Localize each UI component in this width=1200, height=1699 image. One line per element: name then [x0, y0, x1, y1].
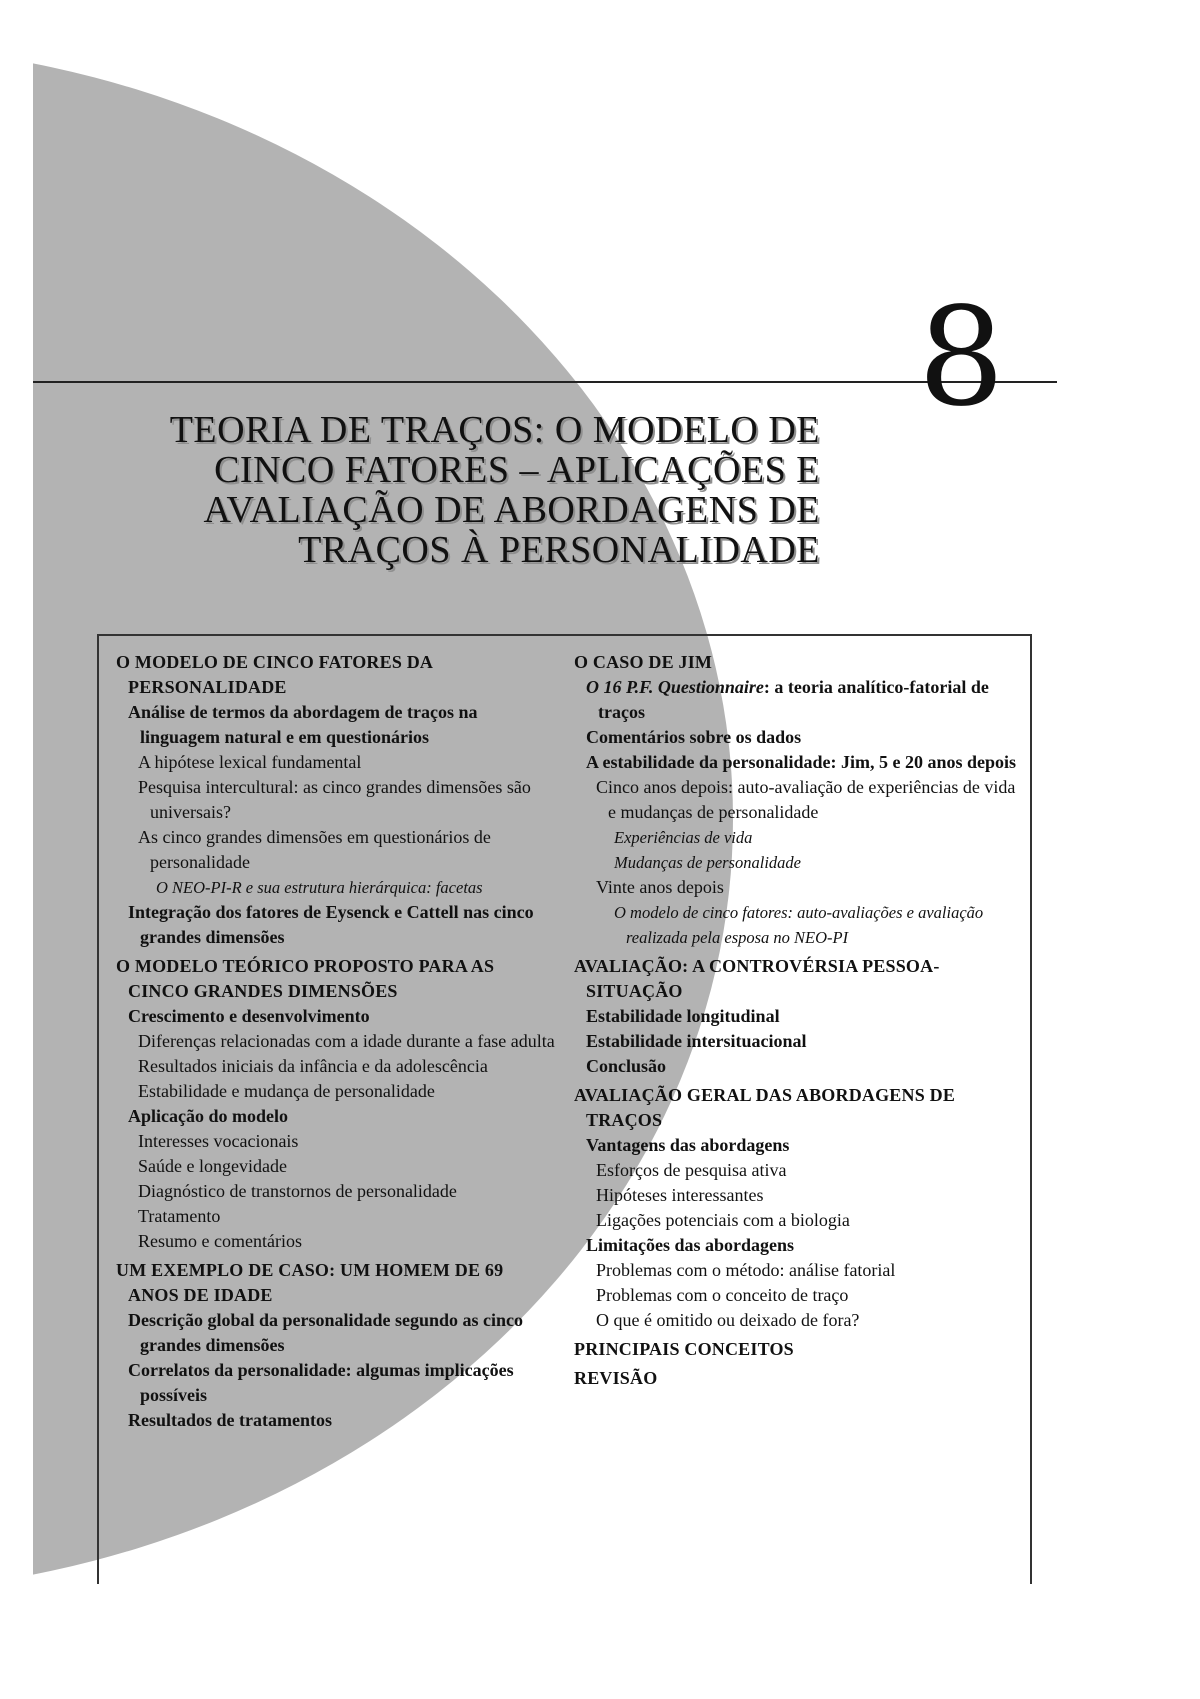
- toc-entry-text: O MODELO TEÓRICO PROPOSTO PARA AS CINCO GRANDES DIMENSÕES: [116, 956, 495, 1001]
- toc-entry-text: Pesquisa intercultural: as cinco grandes dimensões são universais?: [138, 777, 531, 822]
- toc-topic: [116, 1129, 556, 1154]
- toc-entry-text: O NEO-PI-R e sua estrutura hierárquica: facetas: [156, 878, 483, 897]
- toc-subsection: [574, 675, 1024, 725]
- toc-entry-text: Cinco anos depois: auto-avaliação de experiências de vida e mudanças de personalidade: [596, 777, 1016, 822]
- toc-entry-text: Análise de termos da abordagem de traços na linguagem natural e em questionários: [128, 702, 478, 747]
- contents-box: [97, 634, 1032, 1584]
- toc-entry-text: UM EXEMPLO DE CASO: UM HOMEM DE 69 ANOS DE IDADE: [116, 1260, 504, 1305]
- chapter-number: 8: [918, 279, 1005, 437]
- toc-subsection: [116, 700, 556, 750]
- chapter-title: [150, 410, 820, 570]
- toc-subsection: [116, 1104, 556, 1129]
- toc-entry-text: Saúde e longevidade: [138, 1156, 287, 1176]
- toc-topic: [574, 1258, 1024, 1283]
- toc-topic: [116, 1054, 556, 1079]
- toc-entry-text: Problemas com o método: análise fatorial: [596, 1260, 896, 1280]
- toc-subsection: [116, 1004, 556, 1029]
- toc-subsection: [574, 1004, 1024, 1029]
- toc-section-heading: [574, 1366, 1024, 1391]
- toc-entry-text: Resultados iniciais da infância e da adolescência: [138, 1056, 488, 1076]
- toc-entry-text: A hipótese lexical fundamental: [138, 752, 362, 772]
- toc-entry-text: Limitações das abordagens: [586, 1235, 795, 1255]
- toc-subtopic: [574, 850, 1024, 875]
- toc-entry-text: Estabilidade intersituacional: [586, 1031, 807, 1051]
- toc-entry-text: Integração dos fatores de Eysenck e Cattell nas cinco grandes dimensões: [128, 902, 534, 947]
- toc-entry-text: Aplicação do modelo: [128, 1106, 288, 1126]
- toc-entry-text: Problemas com o conceito de traço: [596, 1285, 849, 1305]
- contents-column-left: [116, 650, 556, 1433]
- chapter-title-line: TRAÇOS À PERSONALIDADE: [298, 529, 820, 571]
- toc-entry-text: Hipóteses interessantes: [596, 1185, 764, 1205]
- toc-section-heading: [116, 954, 556, 1004]
- toc-entry-text: Mudanças de personalidade: [614, 853, 801, 872]
- toc-entry-text: O MODELO DE CINCO FATORES DA PERSONALIDADE: [116, 652, 433, 697]
- toc-topic: [116, 1079, 556, 1104]
- toc-entry-text: O que é omitido ou deixado de fora?: [596, 1310, 860, 1330]
- toc-entry-text: Comentários sobre os dados: [586, 727, 802, 747]
- toc-section-heading: [116, 650, 556, 700]
- toc-entry-text: Vantagens das abordagens: [586, 1135, 790, 1155]
- toc-section-heading: [574, 1337, 1024, 1362]
- toc-topic: [116, 1029, 556, 1054]
- toc-subsection: [574, 725, 1024, 750]
- toc-entry-text: Tratamento: [138, 1206, 221, 1226]
- toc-italic-title: O 16 P.F. Questionnaire: [586, 677, 764, 697]
- toc-topic: [574, 1208, 1024, 1233]
- toc-entry-text: AVALIAÇÃO GERAL DAS ABORDAGENS DE TRAÇOS: [574, 1085, 956, 1130]
- chapter-title-line: CINCO FATORES – APLICAÇÕES E: [214, 449, 820, 491]
- toc-topic: [574, 1183, 1024, 1208]
- toc-subsection: [116, 1408, 556, 1433]
- toc-subsection: [574, 750, 1024, 775]
- header-rule: [33, 381, 1057, 383]
- contents-column-right: [574, 650, 1024, 1391]
- toc-entry-text: Vinte anos depois: [596, 877, 724, 897]
- toc-topic: [574, 1283, 1024, 1308]
- toc-topic: [116, 775, 556, 825]
- toc-topic: [574, 775, 1024, 825]
- toc-entry-text: : a teoria analítico-fatorial de traços: [598, 677, 989, 722]
- toc-topic: [574, 1158, 1024, 1183]
- toc-entry-text: Ligações potenciais com a biologia: [596, 1210, 850, 1230]
- toc-topic: [116, 1154, 556, 1179]
- toc-subsection: [116, 1358, 556, 1408]
- chapter-title-line: TEORIA DE TRAÇOS: O MODELO DE: [169, 409, 820, 451]
- toc-section-heading: [116, 1258, 556, 1308]
- toc-entry-text: Correlatos da personalidade: algumas implicações possíveis: [128, 1360, 514, 1405]
- toc-entry-text: Conclusão: [586, 1056, 667, 1076]
- toc-subtopic: [574, 825, 1024, 850]
- toc-entry-text: A estabilidade da personalidade: Jim, 5 e 20 anos depois: [586, 752, 1017, 772]
- toc-topic: [116, 825, 556, 875]
- toc-section-heading: [574, 650, 1024, 675]
- toc-subtopic: [116, 875, 556, 900]
- toc-entry-text: PRINCIPAIS CONCEITOS: [574, 1339, 794, 1359]
- toc-subsection: [116, 1308, 556, 1358]
- toc-section-heading: [574, 1083, 1024, 1133]
- toc-topic: [574, 875, 1024, 900]
- toc-entry-text: AVALIAÇÃO: A CONTROVÉRSIA PESSOA-SITUAÇÃO: [574, 956, 940, 1001]
- toc-topic: [116, 750, 556, 775]
- toc-entry-text: O modelo de cinco fatores: auto-avaliações e avaliação realizada pela esposa no NEO-PI: [614, 903, 984, 947]
- toc-section-heading: [574, 954, 1024, 1004]
- toc-subtopic: [574, 900, 1024, 950]
- toc-entry-text: Diferenças relacionadas com a idade durante a fase adulta: [138, 1031, 555, 1051]
- toc-entry-text: Esforços de pesquisa ativa: [596, 1160, 787, 1180]
- toc-entry-text: Diagnóstico de transtornos de personalidade: [138, 1181, 457, 1201]
- toc-subsection: [116, 900, 556, 950]
- toc-entry-text: REVISÃO: [574, 1368, 658, 1388]
- toc-topic: [574, 1308, 1024, 1333]
- toc-subsection: [574, 1054, 1024, 1079]
- toc-entry-text: Experiências de vida: [614, 828, 753, 847]
- toc-entry-text: Estabilidade e mudança de personalidade: [138, 1081, 435, 1101]
- toc-topic: [116, 1204, 556, 1229]
- toc-subsection: [574, 1029, 1024, 1054]
- chapter-title-line: AVALIAÇÃO DE ABORDAGENS DE: [203, 489, 820, 531]
- toc-entry-text: Estabilidade longitudinal: [586, 1006, 780, 1026]
- toc-subsection: [574, 1133, 1024, 1158]
- toc-entry-text: Resumo e comentários: [138, 1231, 302, 1251]
- toc-entry-text: Descrição global da personalidade segundo as cinco grandes dimensões: [128, 1310, 524, 1355]
- toc-topic: [116, 1229, 556, 1254]
- toc-topic: [116, 1179, 556, 1204]
- toc-entry-text: Crescimento e desenvolvimento: [128, 1006, 370, 1026]
- toc-entry-text: Resultados de tratamentos: [128, 1410, 332, 1430]
- toc-subsection: [574, 1233, 1024, 1258]
- toc-entry-text: As cinco grandes dimensões em questionários de personalidade: [138, 827, 491, 872]
- toc-entry-text: Interesses vocacionais: [138, 1131, 299, 1151]
- toc-entry-text: O CASO DE JIM: [574, 652, 713, 672]
